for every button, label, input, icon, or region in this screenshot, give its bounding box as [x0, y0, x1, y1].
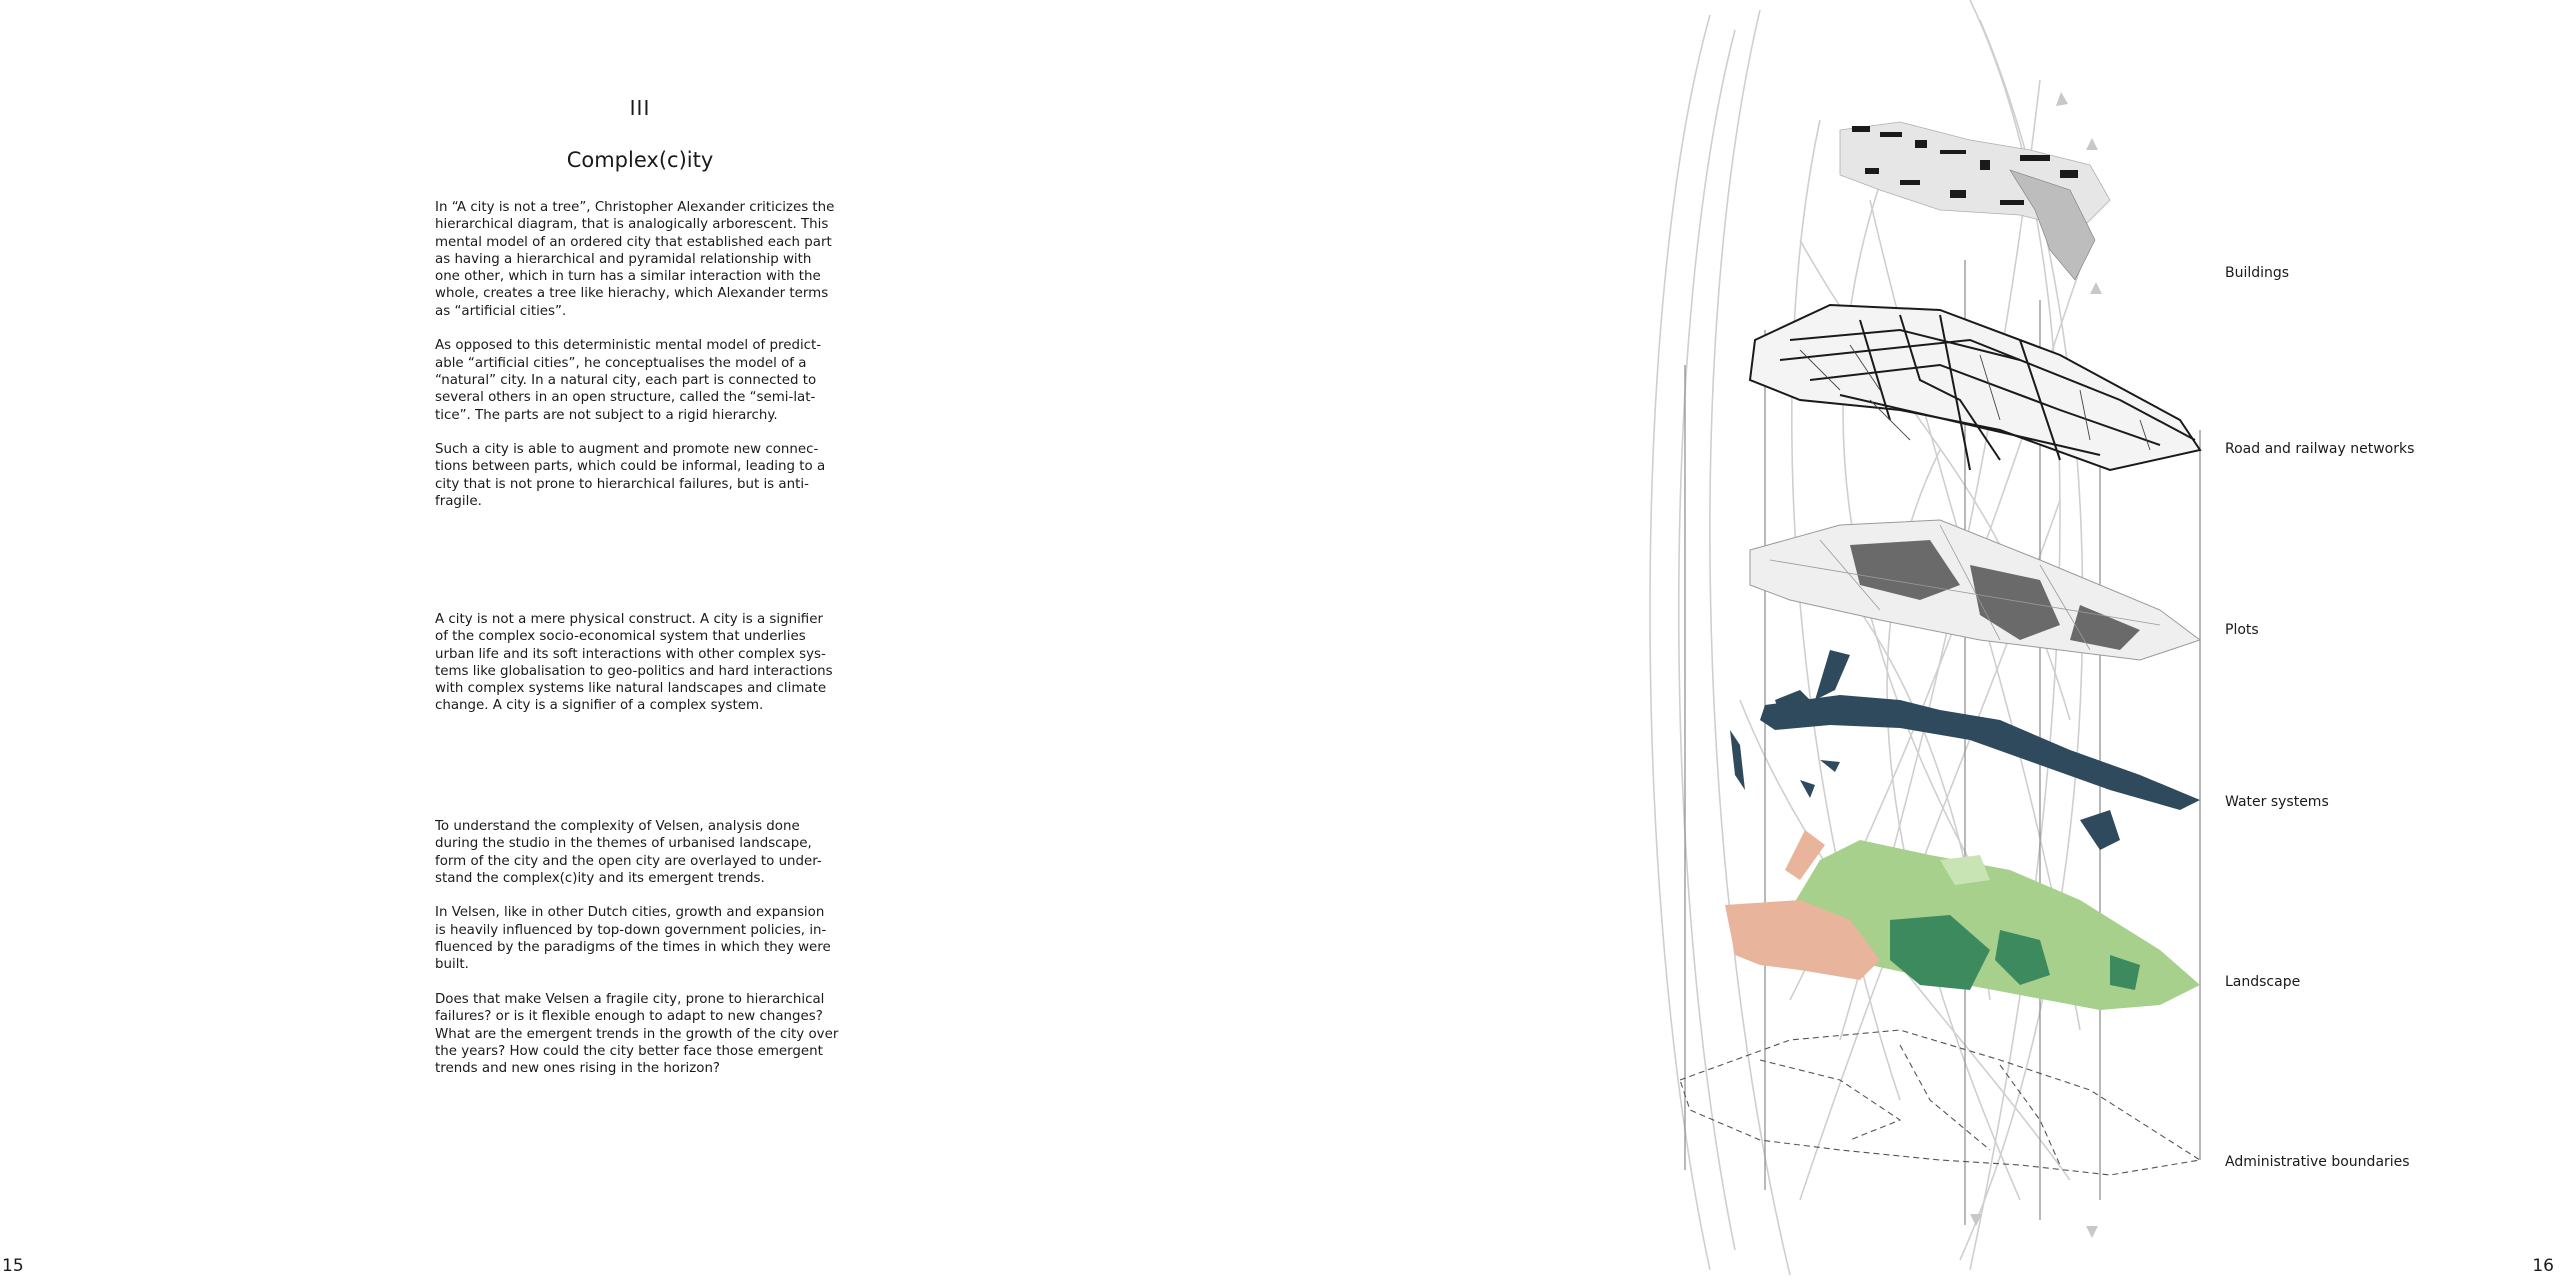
paragraph: A city is not a mere physical construct. A city is a signifier of the complex socio-economical system that underlies urban life and its soft interactions with other complex sys- tems like globalisation to geo-politics and hard interactions with complex systems like natural landscapes and climate change. A city is a signifier of a complex system. — [435, 612, 833, 714]
paragraph: In “A city is not a tree”, Christopher Alexander criticizes the hierarchical diagram, that is analogically arborescent. This mental model of an ordered city that established each part as having a hierarchical and pyramidal relationship with one other, which in turn has a similar interaction with the whole, creates a tree like hierachy, which Alexander terms as “artificial cities”. — [435, 200, 835, 319]
paragraph: As opposed to this deterministic mental model of predict- able “artificial cities”, he conceptualises the model of a “natural” city. In a natural city, each part is connected to several others in an open structure, called the “semi-lat- tice”. The parts are not subject to a rigid hierarchy. — [435, 338, 822, 423]
layered-city-diagram — [1640, 0, 2240, 1280]
layer-label-buildings: Buildings — [2225, 265, 2290, 281]
buildings-layer — [1840, 122, 2110, 280]
landscape-layer — [1725, 830, 2200, 1010]
page-number-right: 16 — [2532, 1256, 2554, 1276]
roads-layer — [1750, 305, 2200, 470]
velsen-text-block — [435, 818, 855, 1095]
layer-label-water: Water systems — [2225, 794, 2329, 810]
paragraph: Such a city is able to augment and promote new connec- tions between parts, which could be informal, leading to a city that is not prone to hierarchical failures, but is anti- fragile. — [435, 442, 826, 510]
intro-text-block — [435, 199, 855, 528]
layer-label-landscape: Landscape — [2225, 974, 2301, 990]
paragraph: Does that make Velsen a fragile city, prone to hierarchical failures? or is it flexible enough to adapt to new changes? What are the emergent trends in the growth of the city over the years? How could the city better face those emergent trends and new ones rising in the horizon? — [435, 991, 839, 1077]
layer-label-plots: Plots — [2225, 622, 2259, 638]
layer-label-roads: Road and railway networks — [2225, 441, 2415, 457]
plots-layer — [1750, 520, 2200, 660]
page-number-left: 15 — [2, 1256, 24, 1276]
layer-label-admin: Administrative boundaries — [2225, 1154, 2410, 1170]
admin-boundaries-layer — [1680, 1030, 2200, 1175]
city-signifier-text-block — [435, 611, 855, 732]
chapter-title: Complex(c)ity — [566, 148, 714, 172]
paragraph: To understand the complexity of Velsen, analysis done during the studio in the themes of urbanised landscape, form of the city and the open city are overlayed to under- stand the complex(c)ity and its emergent trends. — [435, 819, 822, 886]
paragraph: In Velsen, like in other Dutch cities, growth and expansion is heavily influenced by top-down government policies, in- fluenced by the paradigms of the times in which they were built. — [435, 905, 831, 973]
chapter-numeral: III — [629, 96, 651, 120]
